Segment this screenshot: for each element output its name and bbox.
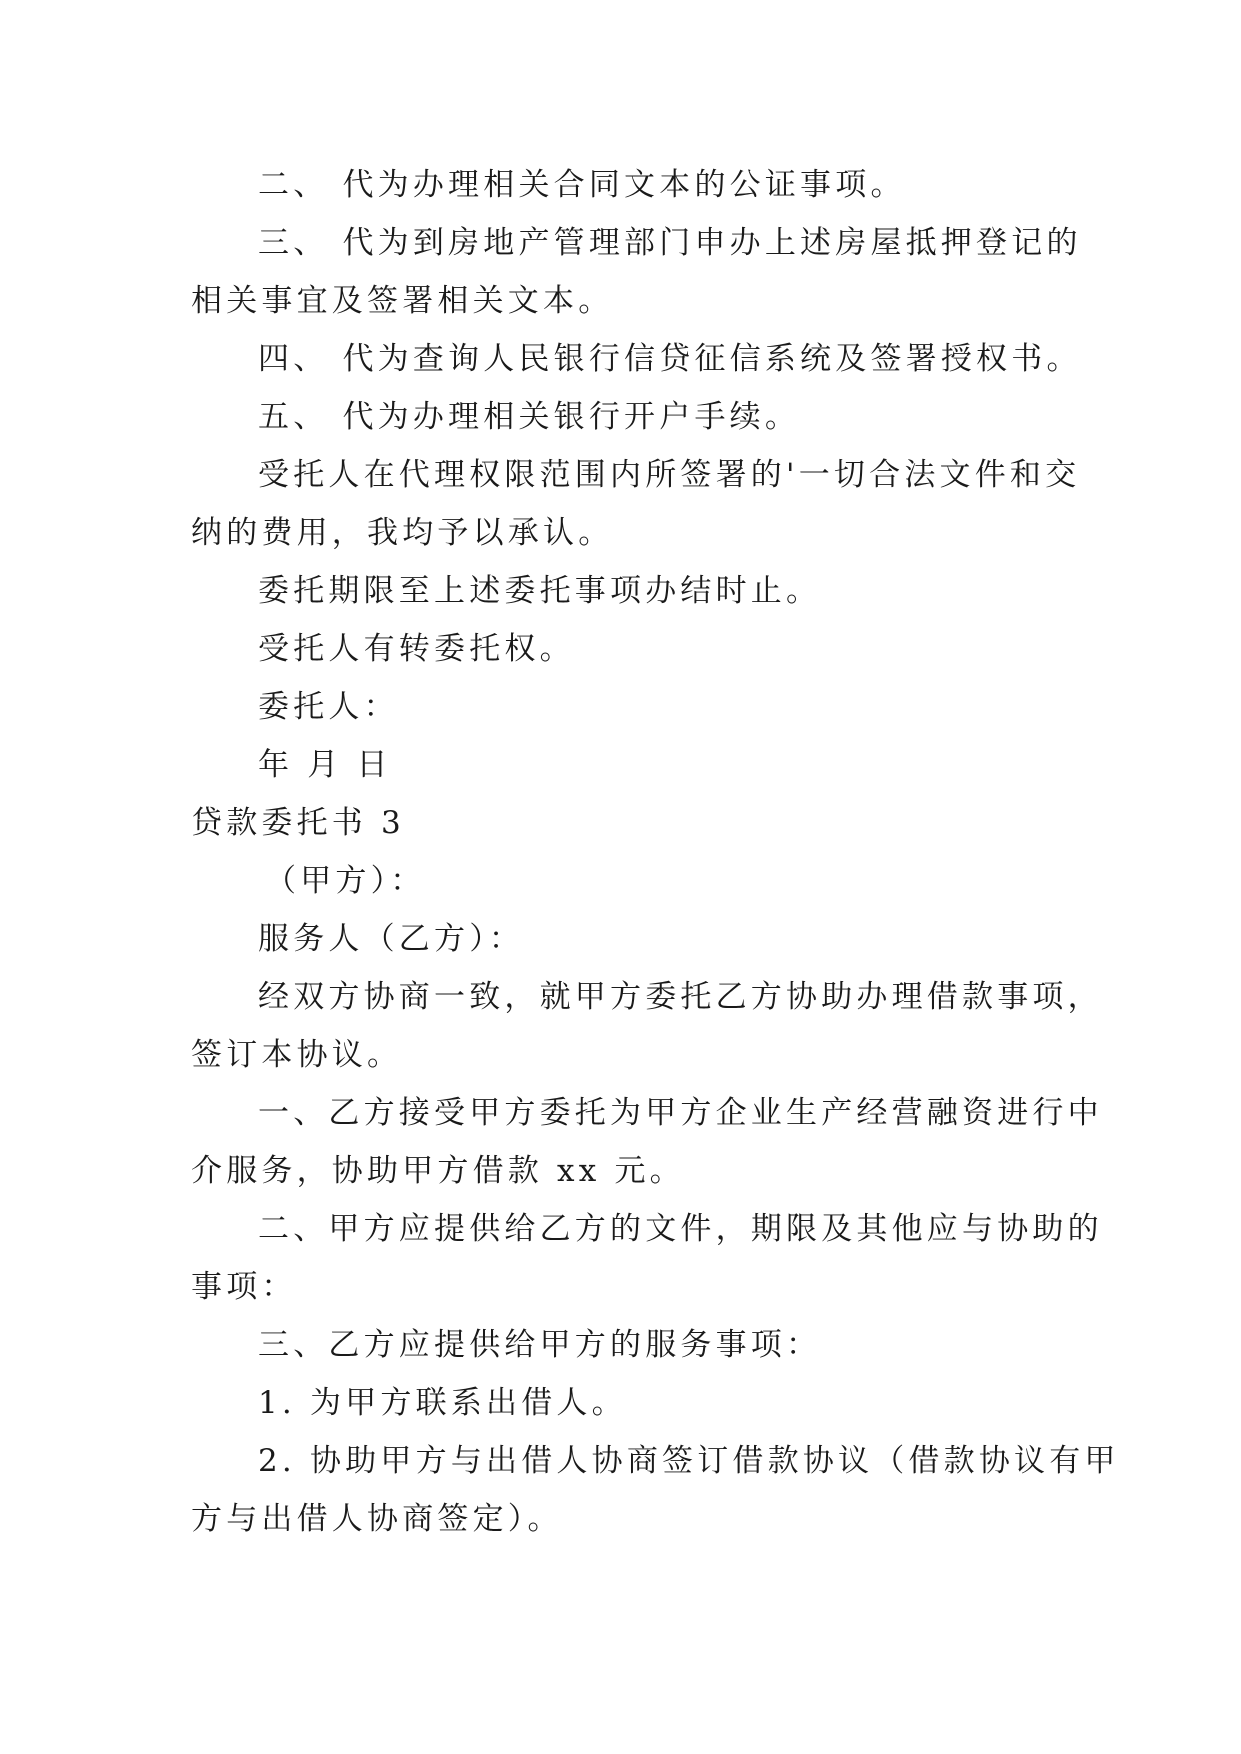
clause-3-item-2-continuation: 方与出借人协商签定）。 bbox=[191, 1501, 563, 1537]
clause-3: 三、乙方应提供给甲方的服务事项： bbox=[258, 1327, 822, 1363]
party-a-label: （甲方）： bbox=[265, 863, 426, 899]
item-5-bank-account: 五、 代为办理相关银行开户手续。 bbox=[258, 399, 801, 435]
clause-1-continuation: 介服务，协助甲方借款 xx 元。 bbox=[191, 1153, 685, 1189]
clause-3-item-2: 2. 协助甲方与出借人协商签订借款协议（借款协议有甲 bbox=[258, 1443, 1120, 1479]
signature-date: 年 月 日 bbox=[258, 747, 392, 783]
paragraph-sub-delegation: 受托人有转委托权。 bbox=[258, 631, 575, 667]
clause-1: 一、乙方接受甲方委托为甲方企业生产经营融资进行中 bbox=[258, 1095, 1103, 1131]
item-2-notarization: 二、 代为办理相关合同文本的公证事项。 bbox=[258, 167, 906, 203]
item-4-credit-inquiry: 四、 代为查询人民银行信贷征信系统及签署授权书。 bbox=[258, 341, 1082, 377]
paragraph-term: 委托期限至上述委托事项办结时止。 bbox=[258, 573, 822, 609]
item-3-continuation: 相关事宜及签署相关文本。 bbox=[191, 283, 614, 319]
paragraph-acknowledgement: 受托人在代理权限范围内所签署的'一切合法文件和交 bbox=[258, 457, 1081, 493]
clause-2: 二、甲方应提供给乙方的文件，期限及其他应与协助的 bbox=[258, 1211, 1103, 1247]
paragraph-agreement-intro: 经双方协商一致，就甲方委托乙方协助办理借款事项， bbox=[258, 979, 1103, 1015]
clause-2-continuation: 事项： bbox=[191, 1269, 297, 1305]
section-title: 贷款委托书 3 bbox=[191, 805, 405, 841]
paragraph-acknowledgement-continuation: 纳的费用，我均予以承认。 bbox=[191, 515, 614, 551]
party-b-label: 服务人（乙方）： bbox=[258, 921, 525, 957]
clause-3-item-1: 1. 为甲方联系出借人。 bbox=[258, 1385, 627, 1421]
item-3-mortgage-registration: 三、 代为到房地产管理部门申办上述房屋抵押登记的 bbox=[258, 225, 1082, 261]
signature-principal-label: 委托人： bbox=[258, 689, 399, 725]
paragraph-agreement-intro-continuation: 签订本协议。 bbox=[191, 1037, 403, 1073]
